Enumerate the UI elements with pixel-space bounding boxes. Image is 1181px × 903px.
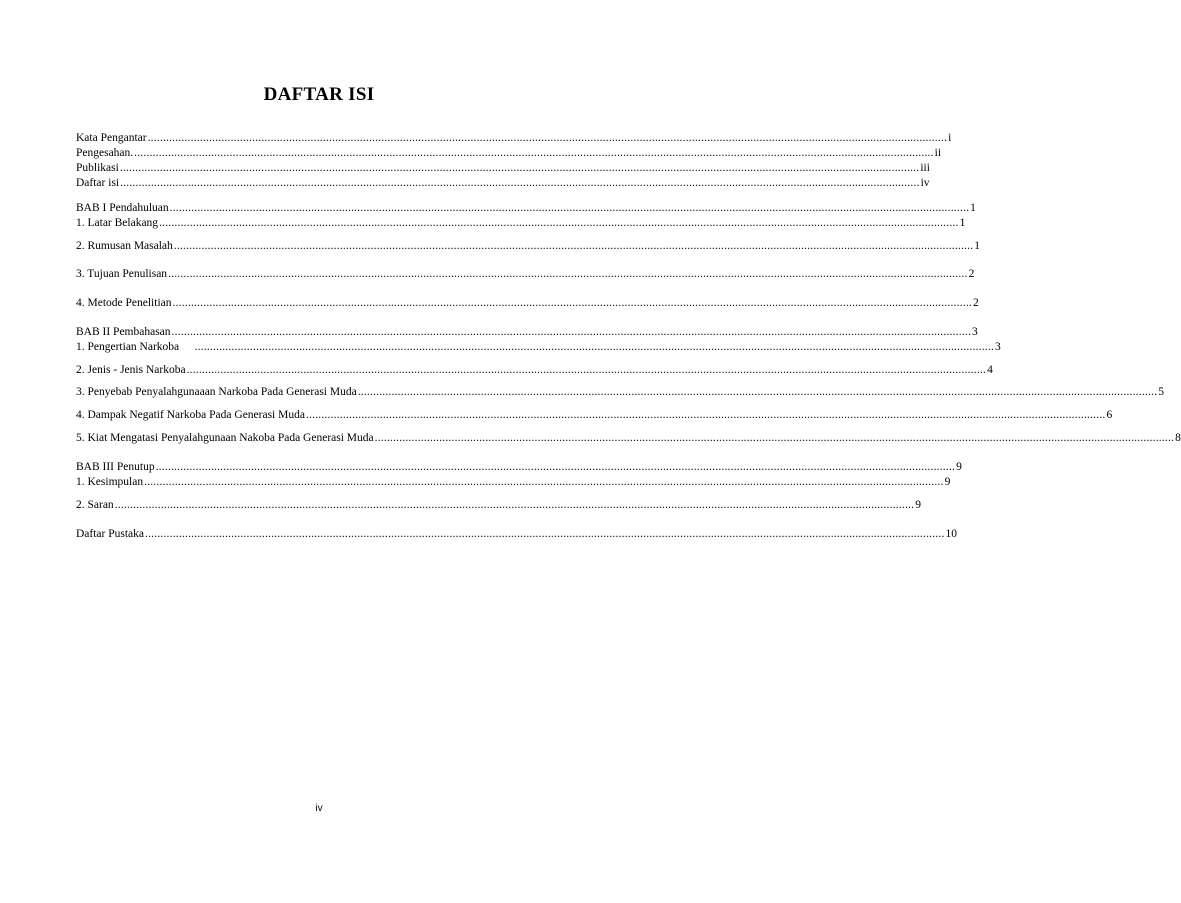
toc-entry-label: 1. Pengertian Narkoba <box>76 341 194 353</box>
toc-leader-dots <box>145 527 945 541</box>
toc-entry-label: BAB II Pembahasan <box>76 326 171 338</box>
toc-leader-dots <box>172 325 972 339</box>
toc-entry-metode-penelitian <box>76 296 979 310</box>
page-number: iv <box>315 803 323 814</box>
page-title: DAFTAR ISI <box>263 84 375 105</box>
toc-entry-page: 9 <box>944 476 951 488</box>
toc-entry-label: 1. Kesimpulan <box>76 476 144 488</box>
toc-leader-dots <box>115 498 915 512</box>
toc-entry-label: Kata Pengantar <box>76 132 147 144</box>
toc-entry-page: iii <box>920 162 930 174</box>
toc-entry-label: BAB I Pendahuluan <box>76 202 169 214</box>
toc-entry-page: 6 <box>1106 409 1113 421</box>
toc-leader-dots <box>120 176 920 190</box>
toc-entry-kesimpulan <box>76 475 950 489</box>
toc-leader-dots <box>375 431 1175 445</box>
toc-entry-page: 4 <box>987 364 993 376</box>
toc-entry-rumusan-masalah <box>76 239 980 253</box>
toc-entry-label: 2. Jenis - Jenis Narkoba <box>76 364 186 376</box>
toc-entry-page: 1 <box>959 217 966 229</box>
toc-entry-page: i <box>948 132 952 144</box>
toc-entry-page: 8 <box>1175 432 1181 444</box>
toc-leader-dots <box>159 216 959 230</box>
toc-entry-page: 2 <box>973 297 979 309</box>
toc-leader-dots <box>168 267 968 281</box>
toc-entry-label: 1. Latar Belakang <box>76 217 159 229</box>
toc-entry-bab-1 <box>76 201 976 215</box>
toc-entry-dampak-negatif <box>76 408 1112 422</box>
toc-entry-pengesahan <box>76 146 941 160</box>
toc-entry-label: Publikasi <box>76 162 119 174</box>
toc-entry-page: ii <box>934 147 942 159</box>
toc-leader-dots <box>134 146 934 160</box>
toc-entry-label: 2. Rumusan Masalah <box>76 240 173 252</box>
toc-entry-saran <box>76 498 921 512</box>
toc-entry-latar-belakang <box>76 216 965 230</box>
toc-leader-dots <box>358 385 1158 399</box>
toc-entry-daftar-pustaka <box>76 527 957 541</box>
toc-leader-dots <box>306 408 1106 422</box>
toc-leader-dots <box>148 131 948 145</box>
toc-entry-page: 3 <box>972 326 978 338</box>
toc-entry-label: 4. Dampak Negatif Narkoba Pada Generasi Muda <box>76 409 305 421</box>
toc-entry-tujuan-penulisan <box>76 267 974 281</box>
toc-leader-dots <box>120 161 920 175</box>
toc-entry-page: iv <box>920 177 930 189</box>
toc-entry-kiat-mengatasi <box>76 431 1181 445</box>
toc-entry-label: 2. Saran <box>76 499 114 511</box>
toc-entry-label: BAB III Penutup <box>76 461 155 473</box>
toc-entry-penyebab <box>76 385 1164 399</box>
toc-entry-page: 9 <box>915 499 921 511</box>
toc-entry-label: Pengesahan. <box>76 147 134 159</box>
toc-leader-dots <box>174 239 974 253</box>
toc-entry-page: 2 <box>968 268 975 280</box>
toc-entry-page: 9 <box>956 461 962 473</box>
toc-entry-label: Daftar isi <box>76 177 120 189</box>
toc-leader-dots <box>156 460 956 474</box>
toc-entry-daftar-isi <box>76 176 930 190</box>
toc-entry-page: 10 <box>945 528 958 540</box>
toc-entry-page: 5 <box>1158 386 1164 398</box>
toc-entry-bab-3 <box>76 460 962 474</box>
toc-entry-page: 1 <box>970 202 976 214</box>
toc-entry-label: 5. Kiat Mengatasi Penyalahgunaan Nakoba Pada Generasi Muda <box>76 432 374 444</box>
toc-entry-page: 3 <box>995 341 1001 353</box>
toc-entry-jenis-narkoba <box>76 363 993 377</box>
toc-entry-label: 3. Penyebab Penyalahgunaaan Narkoba Pada Generasi Muda <box>76 386 357 398</box>
toc-entry-publikasi <box>76 161 930 175</box>
toc-entry-label: Daftar Pustaka <box>76 528 145 540</box>
toc-leader-dots <box>195 340 995 354</box>
toc-entry-label: 4. Metode Penelitian <box>76 297 172 309</box>
toc-entry-bab-2 <box>76 325 978 339</box>
toc-entry-pengertian-narkoba <box>76 340 1001 354</box>
toc-leader-dots <box>170 201 970 215</box>
toc-leader-dots <box>173 296 973 310</box>
toc-leader-dots <box>187 363 987 377</box>
toc-entry-kata-pengantar <box>76 131 951 145</box>
toc-leader-dots <box>144 475 944 489</box>
toc-entry-label: 3. Tujuan Penulisan <box>76 268 168 280</box>
toc-entry-page: 1 <box>974 240 981 252</box>
